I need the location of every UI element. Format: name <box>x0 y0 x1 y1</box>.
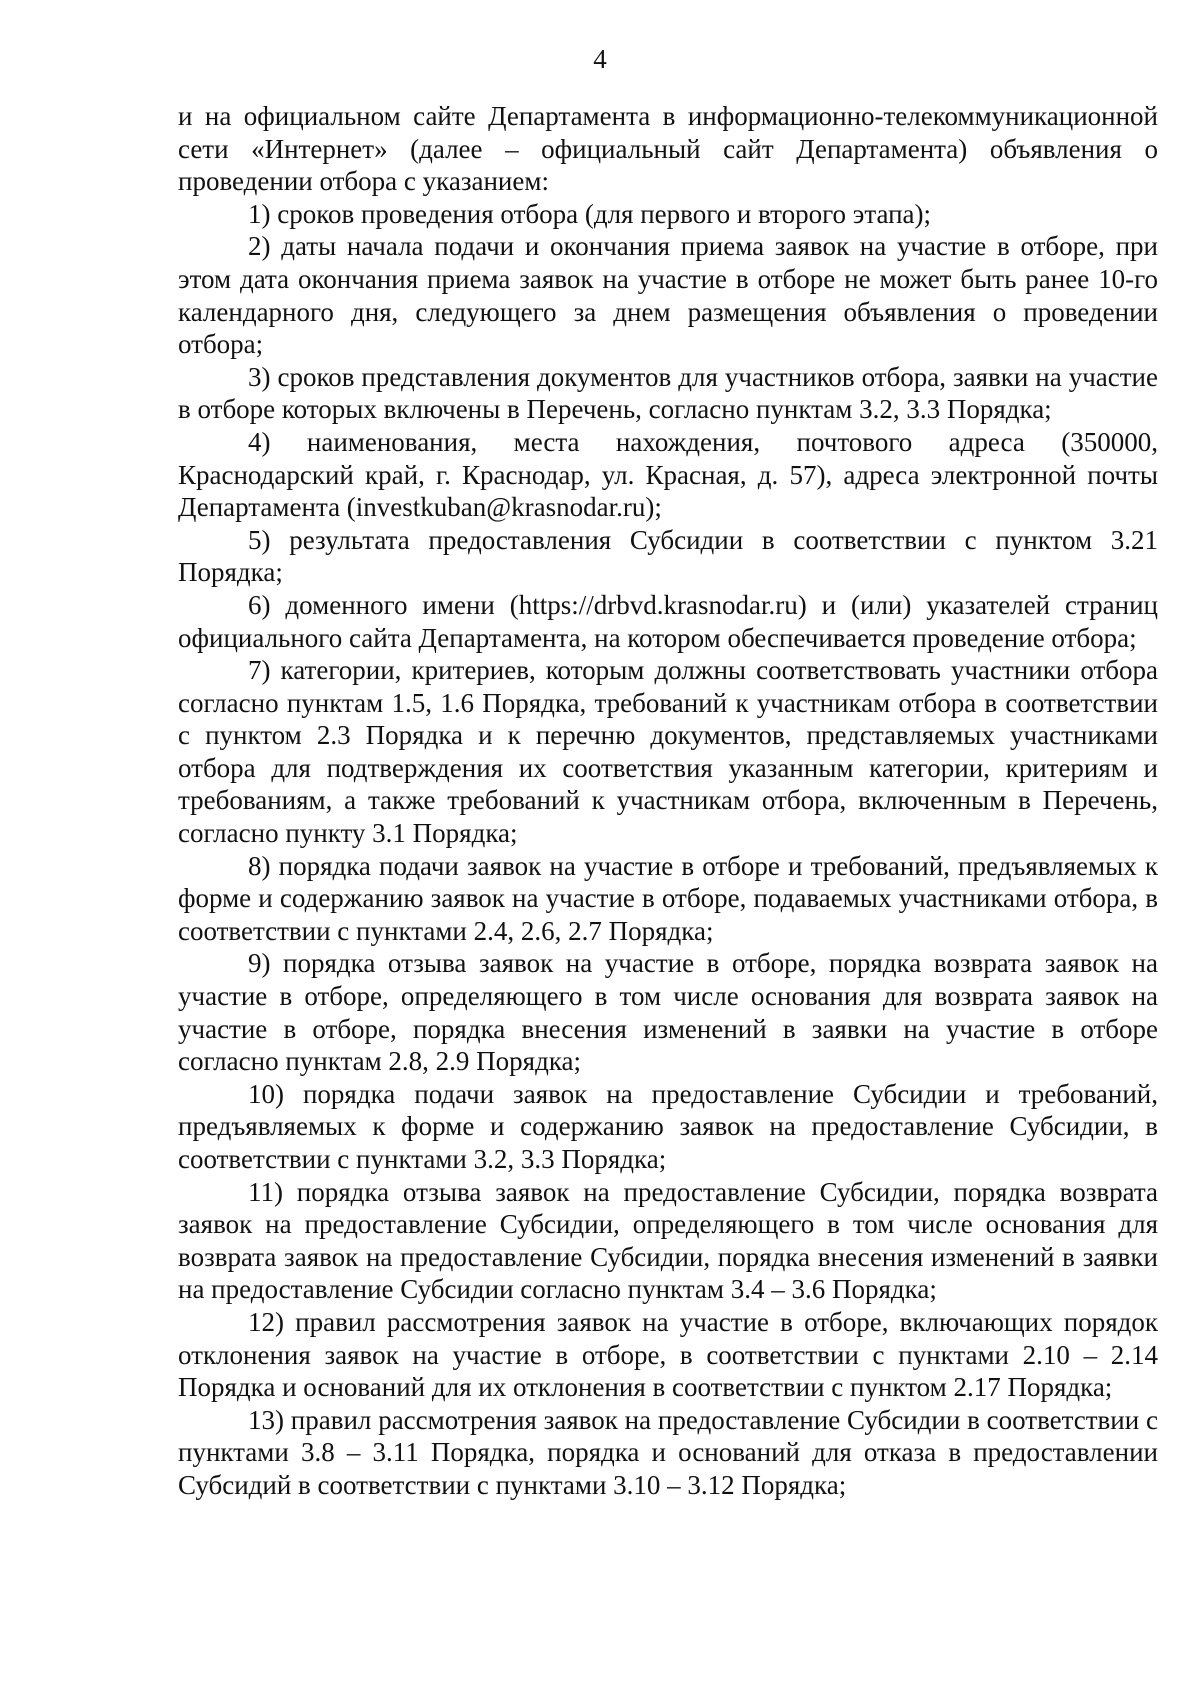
list-item-10: 10) порядка подачи заявок на предоставление Субсидии и требований, предъявляемых к форме и содержанию заявок на предоставление Субсидии, в соответствии с пунктами 3.2, 3.3 Порядка; <box>178 1078 1158 1174</box>
list-item-4: 4) наименования, места нахождения, почтового адреса (350000, Краснодарский край, г. Краснодар, ул. Красная, д. 57), адреса электронной почты Департамента (investkuban@krasnodar.ru); <box>178 426 1158 523</box>
list-item-8: 8) порядка подачи заявок на участие в отборе и требований, предъявляемых к форме и содержанию заявок на участие в отборе, подаваемых участниками отбора, в соответствии с пунктами 2.4, 2.6, 2.7 Порядка; <box>178 850 1158 946</box>
list-item-6: 6) доменного имени (https://drbvd.krasnodar.ru) и (или) указателей страниц официального сайта Департамента, на котором обеспечивается проведение отбора; <box>178 589 1158 653</box>
list-item-13: 13) правил рассмотрения заявок на предоставление Субсидии в соответствии с пунктами 3.8 – 3.11 Порядка, порядка и оснований для отказа в предоставлении Субсидий в соответствии с пунктами 3.10 – 3.12 Порядка; <box>178 1404 1158 1500</box>
paragraph-intro: и на официальном сайте Департамента в информационно-телекоммуникационной сети «Интернет» (далее – официальный сайт Департамента) объявления о проведении отбора с указанием: <box>178 101 1158 197</box>
list-item-2: 2) даты начала подачи и окончания приема заявок на участие в отборе, при этом дата окончания приема заявок на участие в отборе не может быть ранее 10-го календарного дня, следующего за днем размещения объявления о проведении отбора; <box>178 231 1158 360</box>
document-body <box>178 100 1158 1502</box>
list-item-7: 7) категории, критериев, которым должны соответствовать участники отбора согласно пунктам 1.5, 1.6 Порядка, требований к участникам отбора в соответствии с пунктом 2.3 Порядка и к перечню документов, представляемых участниками отбора для подтверждения их соответствия указанным категории, критериям и требованиям, а также требований к участникам отбора, включенным в Перечень, согласно пункту 3.1 Порядка; <box>178 655 1158 849</box>
list-item-9: 9) порядка отзыва заявок на участие в отборе, порядка возврата заявок на участие в отборе, определяющего в том числе основания для возврата заявок на участие в отборе, порядка внесения изменений в заявки на участие в отборе согласно пунктам 2.8, 2.9 Порядка; <box>178 948 1158 1077</box>
list-item-1: 1) сроков проведения отбора (для первого и второго этапа); <box>248 198 932 229</box>
list-item-12: 12) правил рассмотрения заявок на участие в отборе, включающих порядок отклонения заявок на участие в отборе, в соответствии с пунктами 2.10 – 2.14 Порядка и оснований для их отклонения в соответствии с пунктом 2.17 Порядка; <box>178 1306 1158 1403</box>
page-number: 4 <box>593 44 607 74</box>
list-item-3: 3) сроков представления документов для участников отбора, заявки на участие в отборе которых включены в Перечень, согласно пунктам 3.2, 3.3 Порядка; <box>178 361 1158 425</box>
list-item-5: 5) результата предоставления Субсидии в соответствии с пунктом 3.21 Порядка; <box>178 524 1158 588</box>
list-item-11: 11) порядка отзыва заявок на предоставление Субсидии, порядка возврата заявок на предоставление Субсидии, определяющего в том числе основания для возврата заявок на предоставление Субсидии, порядка внесения изменений в заявки на предоставление Субсидии согласно пунктам 3.4 – 3.6 Порядка; <box>178 1176 1158 1305</box>
